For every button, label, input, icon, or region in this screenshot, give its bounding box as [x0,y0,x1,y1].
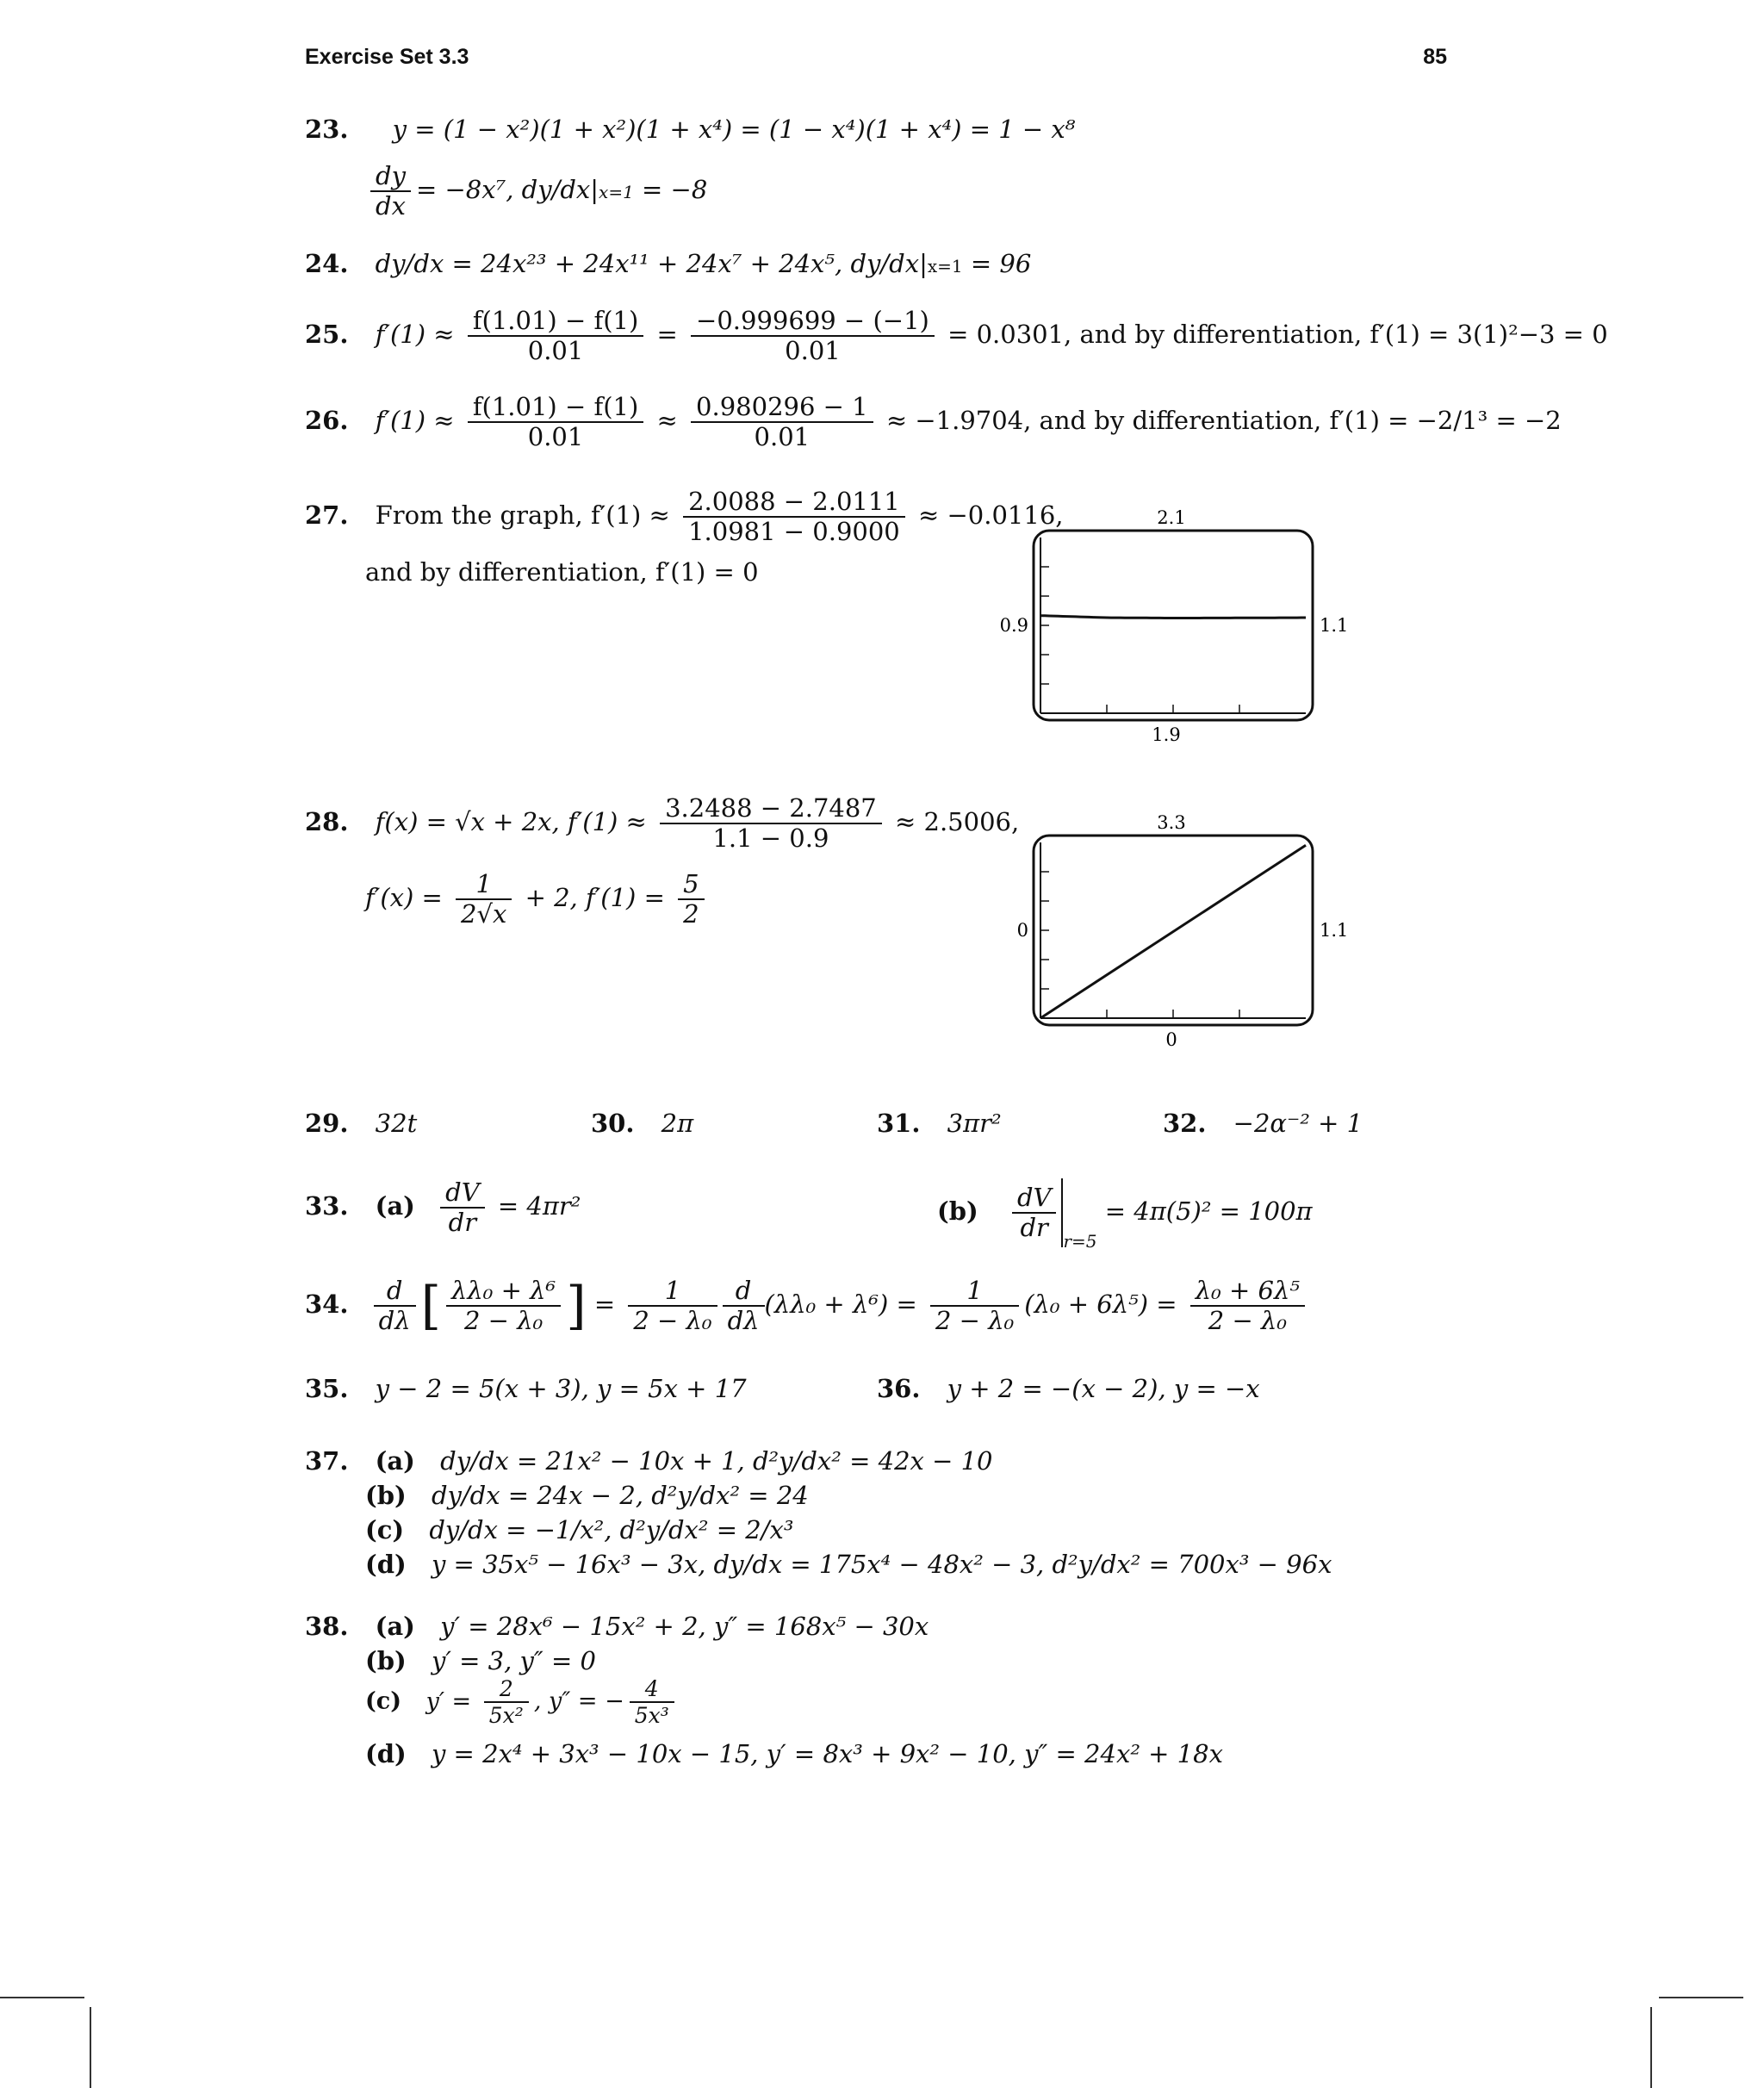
answer: y + 2 = −(x − 2), y = −x [947,1374,1260,1403]
fraction [370,162,411,221]
exercise-37c [365,1515,794,1544]
item-number: 29. [305,1109,349,1138]
numerator: d [374,1277,416,1307]
label-left: 0.9 [999,615,1028,636]
result-text: ≈ 2.5006, [894,807,1020,836]
equation-end: = 96 [962,249,1032,278]
subscript: r=5 [1063,1231,1097,1252]
numerator: dV [440,1178,485,1209]
part-label: (a) [375,1612,415,1641]
equation: dy/dx = 24x²³ + 24x¹¹ + 24x⁷ + 24x⁵, dy/dx| [375,249,928,278]
item-number: 23. [305,115,349,144]
numerator: f(1.01) − f(1) [468,393,643,423]
label-bottom: 0 [1165,1029,1177,1050]
part-label: (a) [375,1191,415,1221]
denominator: 2 − λ₀ [464,1306,543,1335]
numerator: λ₀ + 6λ⁵ [1190,1277,1305,1307]
exercise-37a [305,1446,993,1476]
exercise-28 [305,794,1019,853]
fraction [374,1277,416,1335]
exercise-35 [305,1376,747,1401]
exercise-23 [305,117,1075,142]
numerator: −0.999699 − (−1) [691,307,935,337]
fraction [678,870,704,929]
exercise-28-line2 [365,870,710,929]
answer: dy/dx = 21x² − 10x + 1, d²y/dx² = 42x − 10 [440,1446,993,1476]
item-number: 38. [305,1612,349,1641]
page-number: 85 [1423,45,1447,69]
exercise-29 [305,1111,417,1136]
equation: + 2, f′(1) = [525,883,665,912]
answer: y′ = 28x⁶ − 15x² + 2, y″ = 168x⁵ − 30x [440,1612,929,1641]
answer: 32t [375,1109,418,1138]
item-number: 34. [305,1289,349,1319]
exercise-27 [305,488,1064,546]
label-right: 1.1 [1320,615,1349,636]
answer: −2α⁻² + 1 [1233,1109,1363,1138]
item-number: 35. [305,1374,349,1403]
denominator: dλ [378,1306,411,1335]
fraction [630,1676,674,1728]
equation: = 4π(5)² = 100π [1104,1196,1313,1226]
page-header [305,45,1447,79]
denominator: 1.1 − 0.9 [712,823,829,853]
exercise-38b [365,1646,596,1675]
fraction [691,307,935,365]
part-label: (b) [937,1196,978,1226]
part-label: (b) [365,1481,407,1510]
numerator: 1 [930,1277,1019,1307]
item-number: 27. [305,500,349,530]
numerator: 2 [484,1676,529,1703]
numerator: 1 [456,870,512,900]
label-bottom: 1.9 [1152,724,1181,745]
fraction [628,1277,717,1335]
exercise-37b [365,1483,809,1508]
exercise-27-line2: and by differentiation, f′(1) = 0 [365,557,759,587]
item-number: 25. [305,320,349,349]
part-label: (b) [365,1646,407,1675]
part-label: (d) [365,1550,407,1579]
answer: dy/dx = 24x − 2, d²y/dx² = 24 [431,1481,809,1510]
item-number: 37. [305,1446,349,1476]
label-left: 0 [1016,920,1028,941]
fraction [1012,1184,1057,1242]
part-label: (c) [365,1687,401,1715]
equation: = −8x⁷, dy/dx| [415,175,599,204]
crop-mark [1659,1997,1743,1998]
fraction [930,1277,1019,1335]
exercise-32 [1163,1111,1363,1136]
crop-mark [1650,2007,1652,2088]
answer: , y″ = − [533,1687,624,1715]
operator: ≈ [656,406,678,435]
part-label: (c) [365,1515,405,1544]
bracket-open: [ [420,1276,442,1336]
approx-label: f′(1) ≈ [375,320,455,349]
exercise-33a [305,1178,581,1237]
fraction [691,393,873,451]
numerator: dy [370,162,411,192]
exercise-38d [365,1739,1223,1768]
equation: (λ₀ + 6λ⁵) = [1024,1289,1177,1319]
exercise-38c [365,1676,680,1728]
answer: 3πr² [947,1109,1002,1138]
axis-ticks [1040,538,1306,713]
denominator: dr [448,1208,477,1237]
denominator: 0.01 [527,336,584,365]
denominator: 2 [683,899,699,929]
operator: = [656,320,678,349]
fraction [1190,1277,1305,1335]
approx-label: From the graph, f′(1) ≈ [375,500,670,530]
equation: (λλ₀ + λ⁶) = [764,1289,917,1319]
graph-exercise-28 [991,805,1352,1063]
denominator: dλ [727,1306,760,1335]
denominator: 5x³ [634,1703,669,1728]
approx-label: f′(1) ≈ [375,406,455,435]
denominator: 1.0981 − 0.9000 [688,517,900,546]
denominator: 2 − λ₀ [935,1306,1015,1335]
exercise-26 [305,393,1562,451]
result-text: = 0.0301, and by differentiation, f′(1) = 3(1)²−3 = 0 [947,320,1608,349]
exercise-38a [305,1614,929,1639]
item-number: 31. [877,1109,921,1138]
numerator: 4 [630,1676,674,1703]
denominator: dx [376,191,406,221]
answer: y = 35x⁵ − 16x³ − 3x, dy/dx = 175x⁴ − 48x² − 3, d²y/dx² = 700x³ − 96x [431,1550,1332,1579]
denominator: 0.01 [754,422,811,451]
fraction [446,1277,561,1335]
numerator: 1 [628,1277,717,1307]
answer: y − 2 = 5(x + 3), y = 5x + 17 [375,1374,747,1403]
denominator: 5x² [488,1703,524,1728]
label-top: 3.3 [1157,812,1186,833]
equation: y = (1 − x²)(1 + x²)(1 + x⁴) = (1 − x⁴)(1 + x⁴) = 1 − x⁸ [392,115,1076,144]
exercise-25 [305,307,1608,365]
denominator: 2 − λ₀ [1208,1306,1287,1335]
exercise-36 [877,1376,1260,1401]
fraction [440,1178,485,1237]
fraction [660,794,882,853]
part-label: (d) [365,1739,407,1768]
fraction [484,1676,529,1728]
item-number: 32. [1163,1109,1207,1138]
bracket-close: ] [566,1276,587,1336]
numerator: dV [1012,1184,1057,1214]
answer: y = 2x⁴ + 3x³ − 10x − 15, y′ = 8x³ + 9x² − 10, y″ = 24x² + 18x [431,1739,1223,1768]
exercise-30 [591,1111,693,1136]
answer: y′ = 3, y″ = 0 [431,1646,596,1675]
numerator: f(1.01) − f(1) [468,307,643,337]
numerator: 0.980296 − 1 [691,393,873,423]
item-number: 33. [305,1191,349,1221]
fraction [683,488,905,546]
exercise-33b [937,1178,1313,1250]
numerator: 3.2488 − 2.7487 [660,794,882,824]
graph-exercise-27 [991,500,1352,758]
item-number: 28. [305,807,349,836]
exercise-34 [305,1277,1310,1335]
answer: y′ = [425,1687,472,1715]
item-number: 30. [591,1109,635,1138]
equation-end: = −8 [633,175,708,204]
label-right: 1.1 [1320,920,1349,941]
operator: = [593,1289,616,1319]
denominator: 0.01 [785,336,841,365]
denominator: 0.01 [527,422,584,451]
crop-mark [90,2007,91,2088]
denominator: 2 − λ₀ [633,1306,712,1335]
equation: = 4πr² [497,1191,581,1221]
result-text: ≈ −1.9704, and by differentiation, f′(1) = −2/1³ = −2 [885,406,1562,435]
exercise-31 [877,1111,1002,1136]
curve [1040,616,1306,618]
fraction [456,870,512,929]
crop-mark [0,1997,84,1998]
numerator: 5 [678,870,704,900]
item-number: 24. [305,249,349,278]
fraction [468,393,643,451]
numerator: 2.0088 − 2.0111 [683,488,905,518]
exercise-23-derivative [365,162,707,221]
answer: 2π [661,1109,694,1138]
exercise-24 [305,249,1032,278]
denominator: 2√x [461,899,507,929]
exercise-37d [365,1552,1332,1577]
item-number: 26. [305,406,349,435]
numerator: λλ₀ + λ⁶ [446,1277,561,1307]
curve [1040,845,1306,1018]
label-top: 2.1 [1157,507,1186,528]
derivative-label: f′(x) = [365,883,443,912]
numerator: d [723,1277,765,1307]
fraction [468,307,643,365]
part-label: (a) [375,1446,415,1476]
denominator: dr [1020,1213,1048,1242]
subscript: x=1 [927,256,963,277]
subscript: x=1 [599,182,634,202]
fraction [723,1277,765,1335]
approx-label: f(x) = √x + 2x, f′(1) ≈ [375,807,647,836]
section-title: Exercise Set 3.3 [305,45,469,69]
plot-frame [1034,531,1313,720]
result-text: ≈ −0.0116, [917,500,1064,530]
item-number: 36. [877,1374,921,1403]
answer: dy/dx = −1/x², d²y/dx² = 2/x³ [429,1515,794,1544]
